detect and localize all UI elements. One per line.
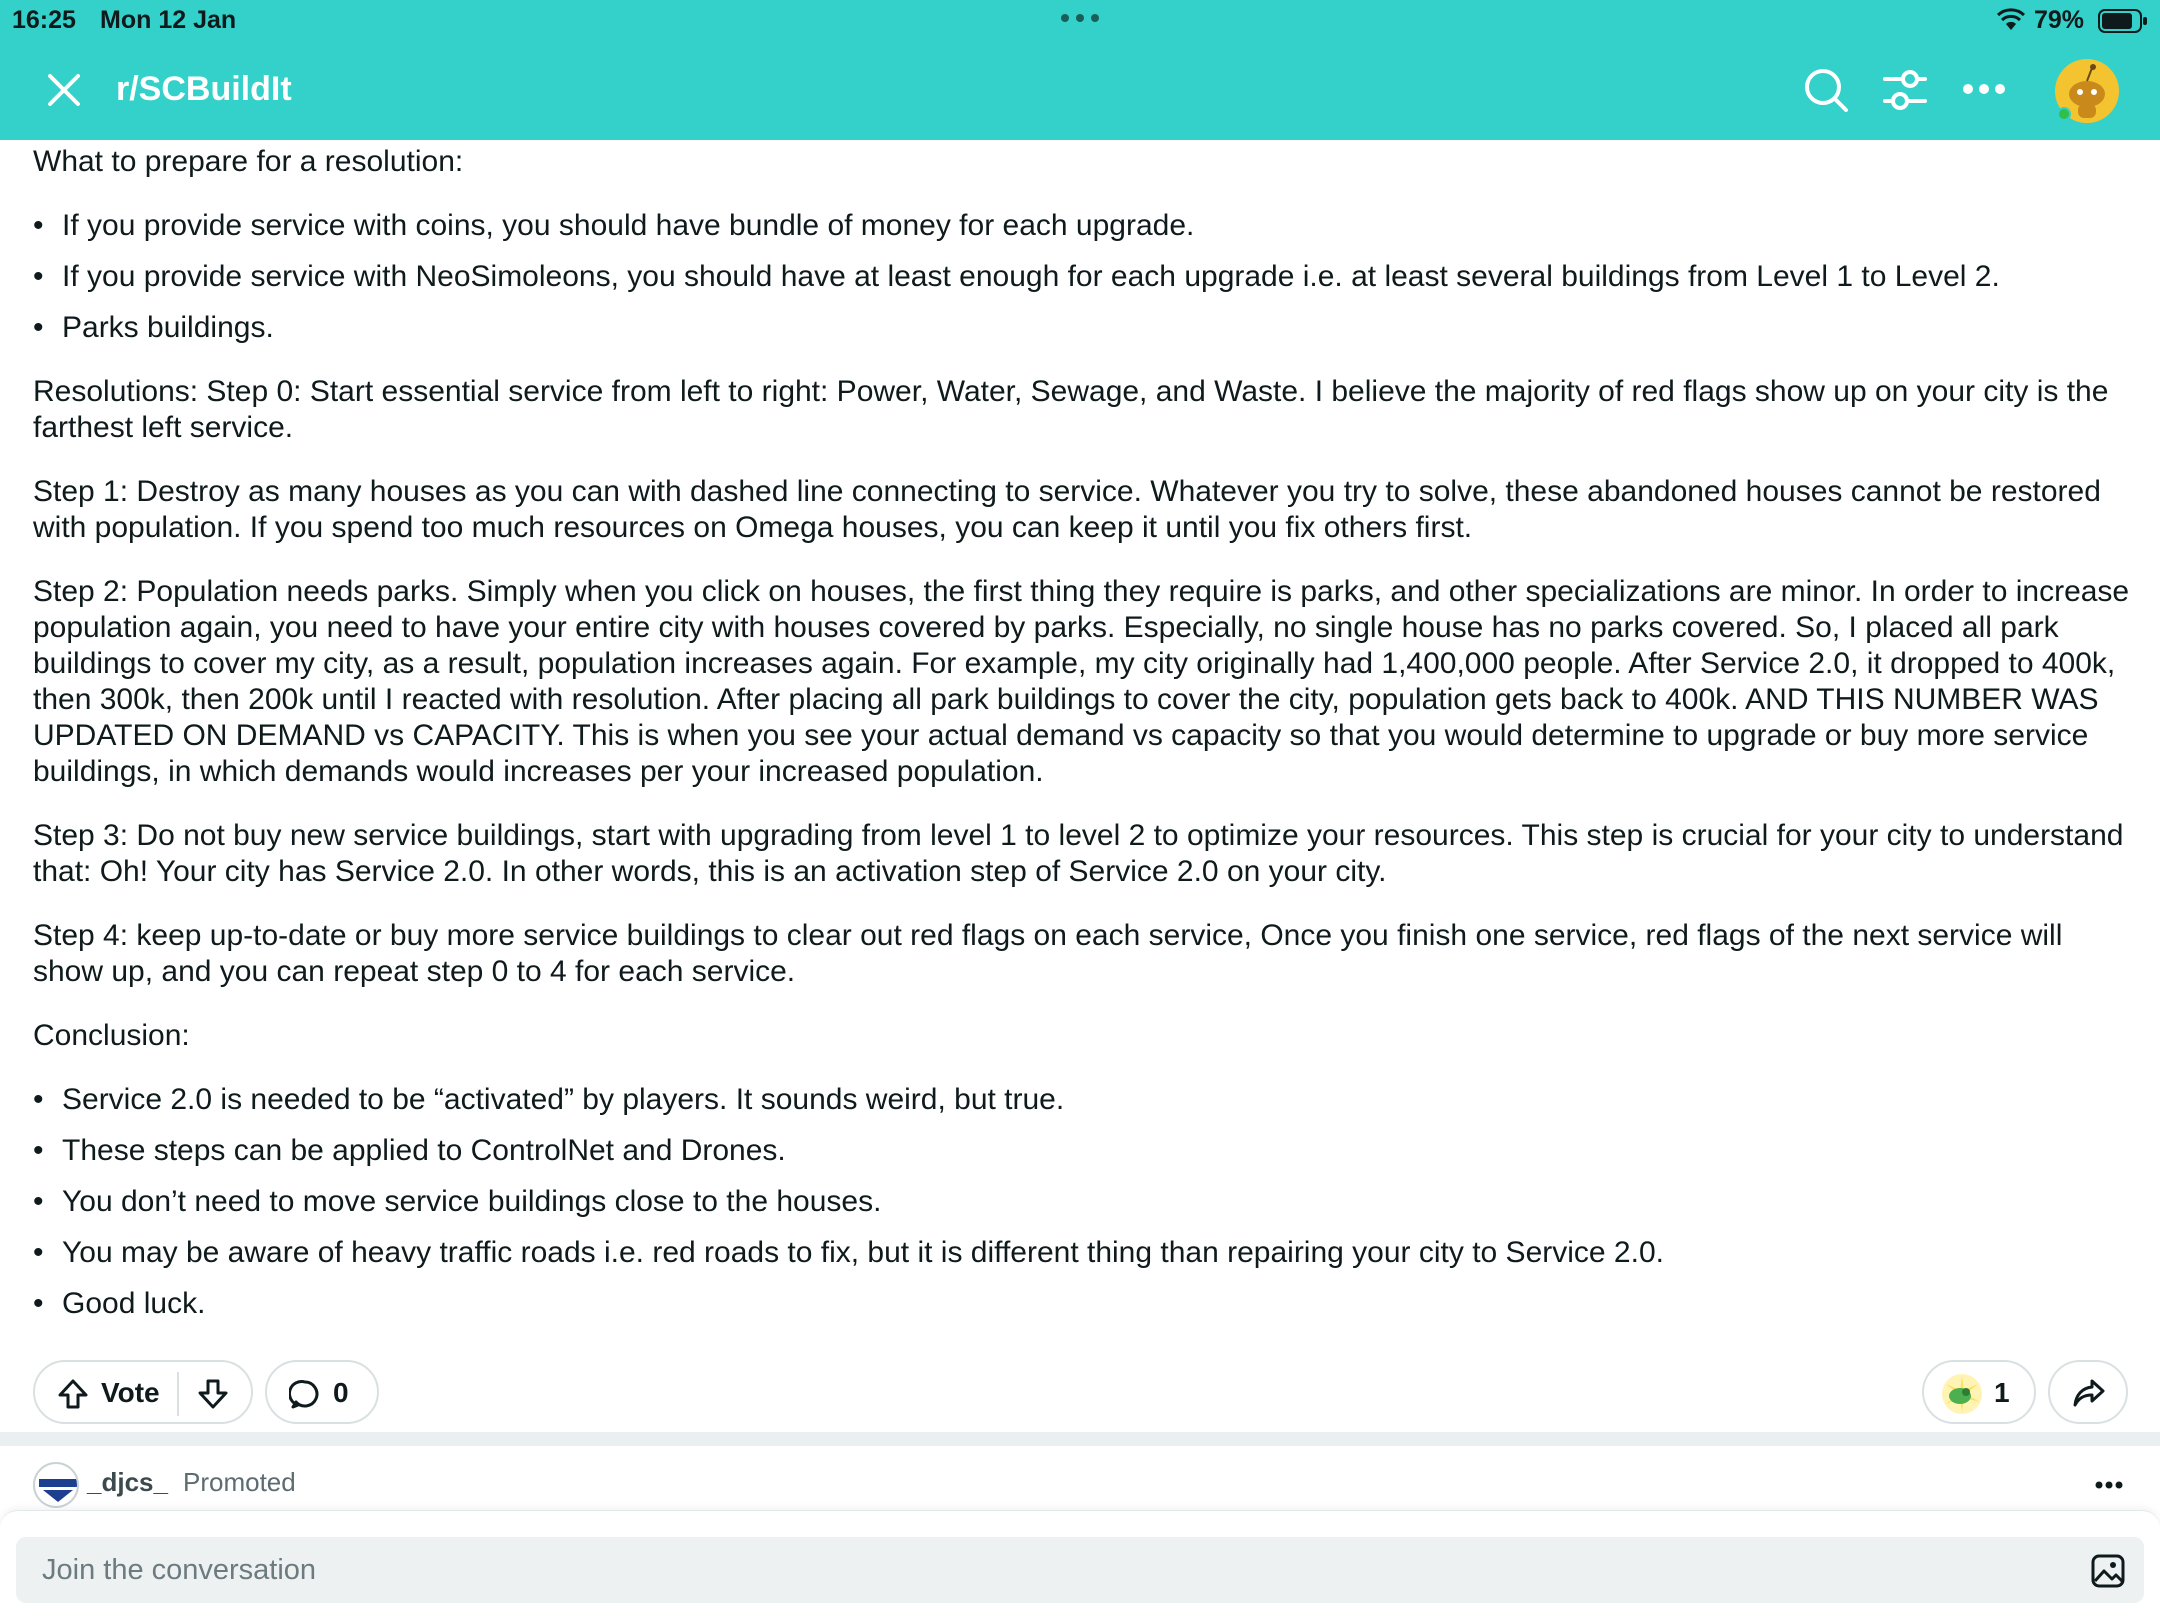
share-button[interactable] [2048, 1360, 2128, 1424]
avatar[interactable] [33, 1462, 79, 1508]
status-time: 16:25 [12, 6, 76, 34]
step-0-paragraph: Resolutions: Step 0: Start essential service from left to right: Power, Water, Sewage, and Waste. I believe the majority of red flags show up on your city is the farthest left service. [33, 375, 2109, 444]
promoted-label: Promoted [183, 1467, 296, 1497]
status-date: Mon 12 Jan [100, 6, 237, 34]
list-item: • Parks buildings. [33, 310, 2133, 346]
more-icon[interactable] [1962, 82, 2006, 96]
post-action-bar [0, 1358, 2160, 1432]
vote-control [33, 1360, 253, 1424]
comment-icon [289, 1378, 321, 1410]
composer-placeholder: Join the conversation [42, 1554, 317, 1586]
snoo-avatar-icon[interactable] [2054, 58, 2120, 124]
step-3-paragraph: Step 3: Do not buy new service buildings, start with upgrading from level 1 to level 2 to optimize your resources. This step is crucial for your city to understand that: Oh! Your city has Service 2.0. In other words, this is an activation step of Service 2.0 on your city. [33, 819, 2124, 888]
comments-button[interactable] [265, 1360, 379, 1424]
close-icon[interactable] [44, 70, 84, 110]
promoted-post-header [33, 1458, 2133, 1508]
share-icon [2072, 1376, 2106, 1410]
status-bar [0, 0, 2160, 40]
post-body [33, 144, 2133, 1350]
conclusion-heading: Conclusion: [33, 1019, 190, 1052]
app-header [0, 0, 2160, 140]
award-icon [1940, 1372, 1984, 1416]
upvote-icon[interactable] [57, 1378, 89, 1410]
promoted-username[interactable]: _djcs_ [87, 1467, 168, 1497]
downvote-icon[interactable] [197, 1378, 229, 1410]
vote-divider [177, 1372, 179, 1416]
battery-percent: 79% [2034, 6, 2085, 34]
multitasking-dots-icon[interactable] [1057, 8, 1103, 28]
battery-icon [2098, 9, 2148, 33]
award-count: 1 [1994, 1377, 2010, 1408]
comment-count: 0 [333, 1377, 349, 1408]
list-item: • You may be aware of heavy traffic roads i.e. red roads to fix, but it is different thing than repairing your city to Service 2.0. [33, 1235, 2133, 1271]
feed-divider [0, 1432, 2160, 1446]
image-icon[interactable] [2090, 1553, 2126, 1589]
step-2-paragraph: Step 2: Population needs parks. Simply when you click on houses, the first thing they require is parks, and other specializations are minor. In order to increase population again, you need to have your entire city with houses covered by parks. Especially, no single house has no parks covered. So, I placed all park buildings to cover my city, as a result, population increases again. For example, my city originally had 1,400,000 people. After Service 2.0, it dropped to 400k, then 300k, then 200k until I reacted with resolution. After placing all park buildings to cover the city, population gets back to 400k. AND THIS NUMBER WAS UPDATED ON DEMAND vs CAPACITY. This is when you see your actual demand vs capacity so that you would determine to upgrade or buy more service buildings, in which demands would increases per your increased population. [33, 575, 2130, 788]
list-item: • Good luck. [33, 1286, 2133, 1322]
victoria-logo-icon [35, 1464, 79, 1508]
join-conversation-input[interactable] [16, 1537, 2144, 1603]
prepare-heading: What to prepare for a resolution: [33, 145, 464, 178]
conclusion-list [33, 1082, 2133, 1322]
subreddit-title[interactable]: r/SCBuildIt [116, 70, 292, 108]
prepare-list [33, 208, 2133, 346]
list-item: • Service 2.0 is needed to be “activated” by players. It sounds weird, but true. [33, 1082, 2133, 1118]
wifi-icon [1996, 8, 2026, 32]
list-item: • If you provide service with NeoSimoleons, you should have at least enough for each upgrade i.e. at least several buildings from Level 1 to Level 2. [33, 259, 2133, 295]
step-4-paragraph: Step 4: keep up-to-date or buy more service buildings to clear out red flags on each service, Once you finish one service, red flags of the next service will show up, and you can repeat step 0 to 4 for each service. [33, 919, 2063, 988]
list-item: • You don’t need to move service buildings close to the houses. [33, 1184, 2133, 1220]
step-1-paragraph: Step 1: Destroy as many houses as you can with dashed line connecting to service. Whatever you try to solve, these abandoned houses cannot be restored with population. If you spend too much resources on Omega houses, you can keep it until you fix others first. [33, 475, 2101, 544]
list-item: • These steps can be applied to ControlNet and Drones. [33, 1133, 2133, 1169]
more-icon[interactable] [2095, 1480, 2123, 1490]
filter-icon[interactable] [1882, 68, 1928, 112]
list-item: • If you provide service with coins, you should have bundle of money for each upgrade. [33, 208, 2133, 244]
award-button[interactable] [1922, 1360, 2036, 1424]
comment-composer [0, 1510, 2160, 1620]
vote-label: Vote [101, 1377, 160, 1408]
search-icon[interactable] [1802, 66, 1850, 114]
